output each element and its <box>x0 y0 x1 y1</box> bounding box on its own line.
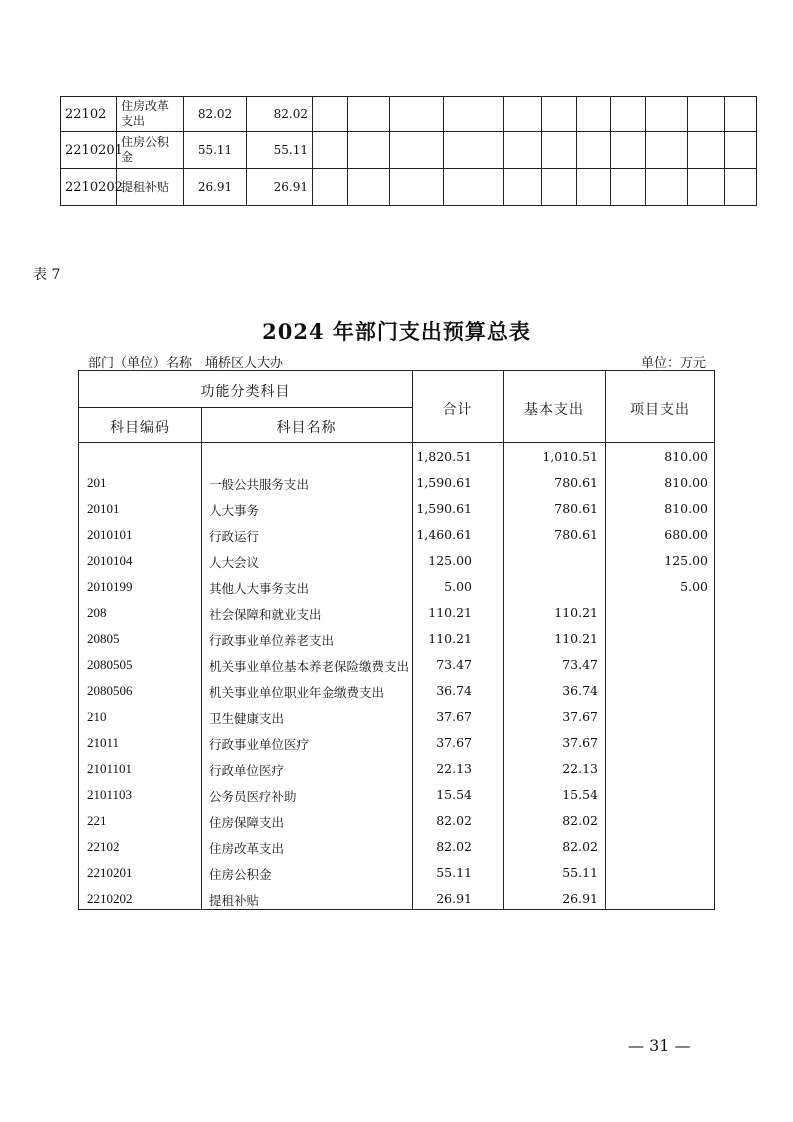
basic-cell: 780.61 <box>554 475 598 490</box>
code-cell: 2210202 <box>61 169 117 206</box>
table-row <box>61 169 757 206</box>
table-row <box>79 521 714 547</box>
project-cell: 125.00 <box>664 553 708 568</box>
code-cell: 201 <box>87 475 107 490</box>
name-cell: 机关事业单位基本养老保险缴费支出 <box>209 659 410 674</box>
project-cell: 810.00 <box>664 475 708 490</box>
table-row <box>79 651 714 677</box>
table-row <box>79 625 714 651</box>
code-cell: 2080505 <box>87 657 133 672</box>
code-cell: 2010101 <box>87 527 133 542</box>
code-cell: 2010199 <box>87 579 133 594</box>
header-subject-name: 科目名称 <box>276 420 337 436</box>
table-row <box>79 495 714 521</box>
name-cell: 社会保障和就业支出 <box>209 607 322 622</box>
total-cell: 26.91 <box>436 891 472 906</box>
basic-cell: 780.61 <box>554 501 598 516</box>
total-cell: 82.02 <box>436 813 472 828</box>
basic-cell: 780.61 <box>554 527 598 542</box>
header-project: 项目支出 <box>630 402 690 418</box>
table-row <box>79 573 714 599</box>
name-cell: 机关事业单位职业年金缴费支出 <box>209 685 385 700</box>
table-row <box>79 729 714 755</box>
code-cell: 2210201 <box>87 865 133 880</box>
total-cell: 125.00 <box>428 553 472 568</box>
table-row <box>79 703 714 729</box>
page-title: 2024 年部门支出预算总表 <box>262 319 531 344</box>
value-cell: 26.91 <box>247 169 313 206</box>
name-cell: 一般公共服务支出 <box>209 477 310 492</box>
table-number: 表 7 <box>33 267 61 283</box>
total-cell: 1,590.61 <box>416 475 472 490</box>
code-cell: 2101101 <box>87 761 133 776</box>
table-row <box>79 599 714 625</box>
budget-table <box>78 370 715 910</box>
basic-cell: 26.91 <box>562 891 598 906</box>
header-total: 合计 <box>442 402 473 418</box>
continued-table <box>60 96 757 206</box>
department-name: 部门（单位）名称 埇桥区人大办 <box>88 356 284 371</box>
table-row <box>61 97 757 132</box>
total-cell: 1,820.51 <box>416 449 472 464</box>
header-subject-code: 科目编码 <box>110 420 170 436</box>
basic-cell: 36.74 <box>562 683 598 698</box>
code-cell: 22102 <box>87 839 120 854</box>
code-cell: 2210202 <box>87 891 133 906</box>
table-row <box>79 677 714 703</box>
total-cell: 22.13 <box>436 761 472 776</box>
code-cell: 2101103 <box>87 787 133 802</box>
table-row <box>79 885 714 911</box>
code-cell: 22102 <box>61 97 117 132</box>
value-cell: 82.02 <box>184 97 247 132</box>
table-row <box>79 859 714 885</box>
name-cell: 住房改革支出 <box>117 97 184 132</box>
table-row <box>79 755 714 781</box>
value-cell: 55.11 <box>247 132 313 169</box>
basic-cell: 37.67 <box>562 735 598 750</box>
value-cell: 26.91 <box>184 169 247 206</box>
basic-cell: 73.47 <box>562 657 598 672</box>
basic-cell: 37.67 <box>562 709 598 724</box>
name-cell: 行政事业单位医疗 <box>209 737 310 752</box>
basic-cell: 1,010.51 <box>542 449 598 464</box>
name-cell: 卫生健康支出 <box>209 711 285 726</box>
code-cell: 210 <box>87 709 107 724</box>
total-cell: 37.67 <box>436 735 472 750</box>
basic-cell: 82.02 <box>562 839 598 854</box>
basic-cell: 82.02 <box>562 813 598 828</box>
header-basic: 基本支出 <box>524 402 584 418</box>
table-row <box>79 807 714 833</box>
name-cell: 提租补贴 <box>117 169 184 206</box>
name-cell: 住房公积金 <box>117 132 184 169</box>
name-cell: 住房改革支出 <box>209 841 285 856</box>
name-cell: 人大会议 <box>209 555 260 570</box>
total-cell: 1,590.61 <box>416 501 472 516</box>
total-cell: 110.21 <box>428 605 472 620</box>
code-cell: 221 <box>87 813 107 828</box>
table-row <box>79 469 714 495</box>
total-cell: 55.11 <box>436 865 472 880</box>
total-cell: 36.74 <box>436 683 472 698</box>
basic-cell: 15.54 <box>562 787 598 802</box>
name-cell: 住房公积金 <box>209 867 272 882</box>
table-row <box>79 443 714 469</box>
name-cell: 人大事务 <box>209 503 260 518</box>
basic-cell: 110.21 <box>554 605 598 620</box>
value-cell: 82.02 <box>247 97 313 132</box>
code-cell: 208 <box>87 605 107 620</box>
name-cell: 其他人大事务支出 <box>209 581 310 596</box>
name-cell: 行政单位医疗 <box>209 763 285 778</box>
name-cell: 行政事业单位养老支出 <box>209 633 335 648</box>
page-number: — 31 — <box>628 1036 691 1055</box>
project-cell: 680.00 <box>664 527 708 542</box>
table-row <box>79 833 714 859</box>
code-cell: 2010104 <box>87 553 133 568</box>
table-row <box>79 547 714 573</box>
code-cell: 2210201 <box>61 132 117 169</box>
project-cell: 810.00 <box>664 449 708 464</box>
total-cell: 110.21 <box>428 631 472 646</box>
total-cell: 37.67 <box>436 709 472 724</box>
total-cell: 15.54 <box>436 787 472 802</box>
basic-cell: 110.21 <box>554 631 598 646</box>
code-cell: 2080506 <box>87 683 133 698</box>
name-cell: 住房保障支出 <box>209 815 285 830</box>
name-cell: 行政运行 <box>209 529 260 544</box>
project-cell: 810.00 <box>664 501 708 516</box>
header-functional-category: 功能分类科目 <box>200 384 291 400</box>
name-cell: 提租补贴 <box>209 893 260 908</box>
code-cell: 21011 <box>87 735 120 750</box>
name-cell: 公务员医疗补助 <box>209 789 297 804</box>
project-cell: 5.00 <box>680 579 708 594</box>
total-cell: 73.47 <box>436 657 472 672</box>
code-cell: 20101 <box>87 501 120 516</box>
table-row <box>79 781 714 807</box>
code-cell: 20805 <box>87 631 120 646</box>
unit-label: 单位：万元 <box>640 356 706 371</box>
basic-cell: 55.11 <box>562 865 598 880</box>
value-cell: 55.11 <box>184 132 247 169</box>
basic-cell: 22.13 <box>562 761 598 776</box>
total-cell: 5.00 <box>444 579 472 594</box>
total-cell: 1,460.61 <box>416 527 472 542</box>
table-row <box>61 132 757 169</box>
total-cell: 82.02 <box>436 839 472 854</box>
